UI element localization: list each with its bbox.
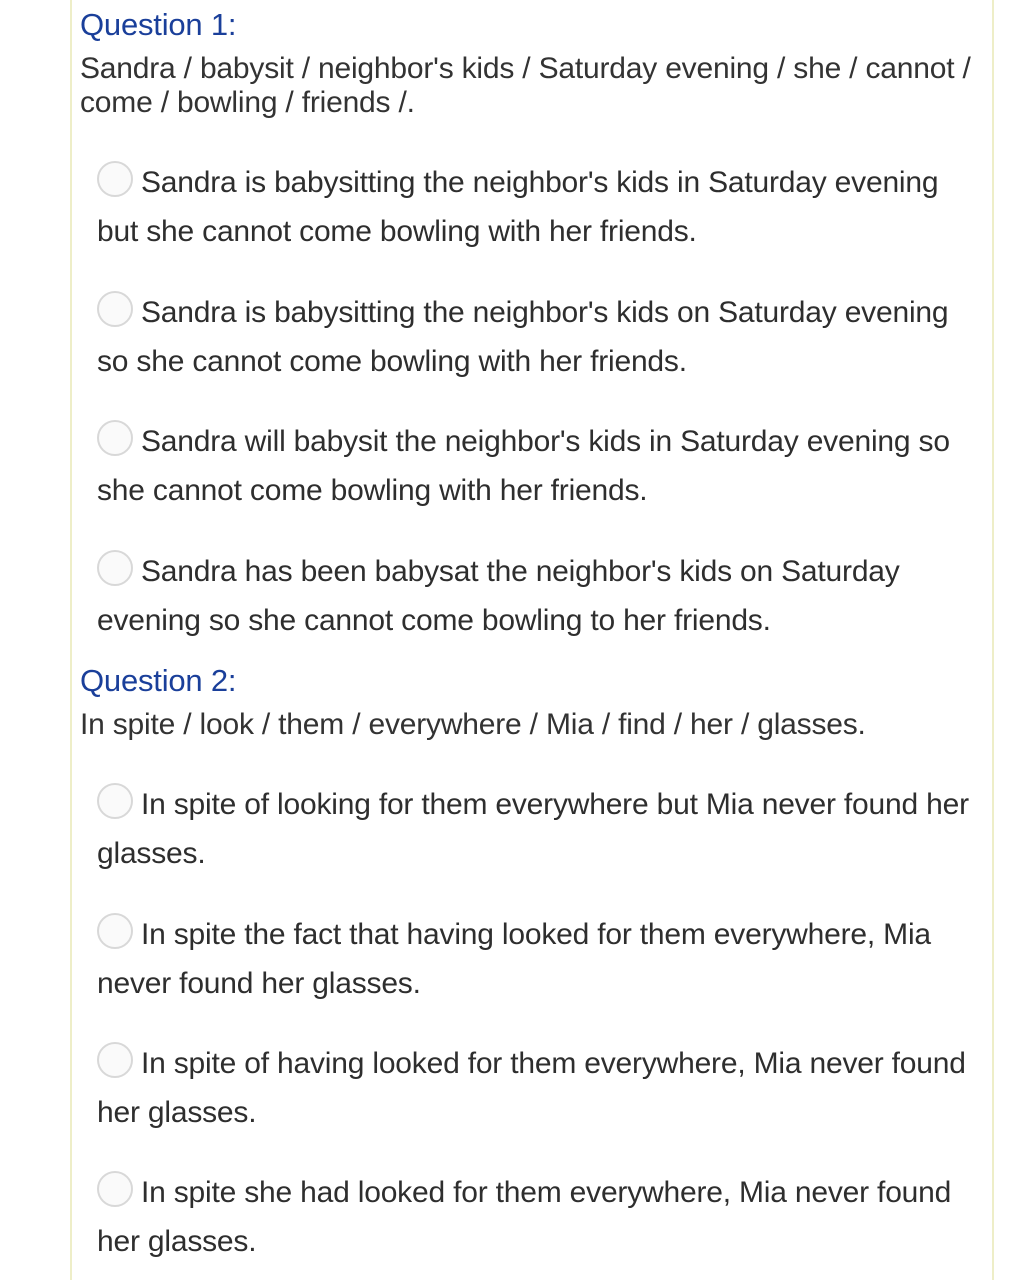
- question-1: [80, 6, 990, 120]
- option-1d[interactable]: [97, 547, 987, 645]
- radio-button[interactable]: [97, 1171, 133, 1207]
- question-title: Question 2:: [80, 663, 237, 698]
- radio-button[interactable]: [97, 783, 133, 819]
- option-2d[interactable]: [97, 1168, 987, 1266]
- option-2b[interactable]: [97, 910, 987, 1008]
- option-label: Sandra is babysitting the neighbor's kids in Saturday evening but she cannot come bowling with her friends.: [97, 166, 939, 248]
- option-label: In spite she had looked for them everywhere, Mia never found her glasses.: [97, 1176, 952, 1258]
- radio-button[interactable]: [97, 291, 133, 327]
- option-label: In spite the fact that having looked for them everywhere, Mia never found her glasses.: [97, 918, 931, 1000]
- radio-button[interactable]: [97, 1042, 133, 1078]
- question-prompt: In spite / look / them / everywhere / Mia / find / her / glasses.: [80, 708, 866, 741]
- radio-button[interactable]: [97, 550, 133, 586]
- question-2: [80, 662, 990, 742]
- option-label: In spite of having looked for them everywhere, Mia never found her glasses.: [97, 1047, 966, 1129]
- option-1a[interactable]: [97, 158, 987, 256]
- option-1b[interactable]: [97, 288, 987, 386]
- option-2c[interactable]: [97, 1039, 987, 1137]
- option-label: Sandra is babysitting the neighbor's kids on Saturday evening so she cannot come bowling with her friends.: [97, 296, 949, 378]
- option-label: In spite of looking for them everywhere but Mia never found her glasses.: [97, 788, 969, 870]
- radio-button[interactable]: [97, 420, 133, 456]
- radio-button[interactable]: [97, 161, 133, 197]
- question-title: Question 1:: [80, 7, 237, 42]
- question-prompt: Sandra / babysit / neighbor's kids / Saturday evening / she / cannot / come / bowling / friends /.: [80, 52, 971, 119]
- option-label: Sandra has been babysat the neighbor's kids on Saturday evening so she cannot come bowling to her friends.: [97, 555, 900, 637]
- option-label: Sandra will babysit the neighbor's kids in Saturday evening so she cannot come bowling with her friends.: [97, 425, 950, 507]
- option-2a[interactable]: [97, 780, 987, 878]
- radio-button[interactable]: [97, 913, 133, 949]
- option-1c[interactable]: [97, 417, 987, 515]
